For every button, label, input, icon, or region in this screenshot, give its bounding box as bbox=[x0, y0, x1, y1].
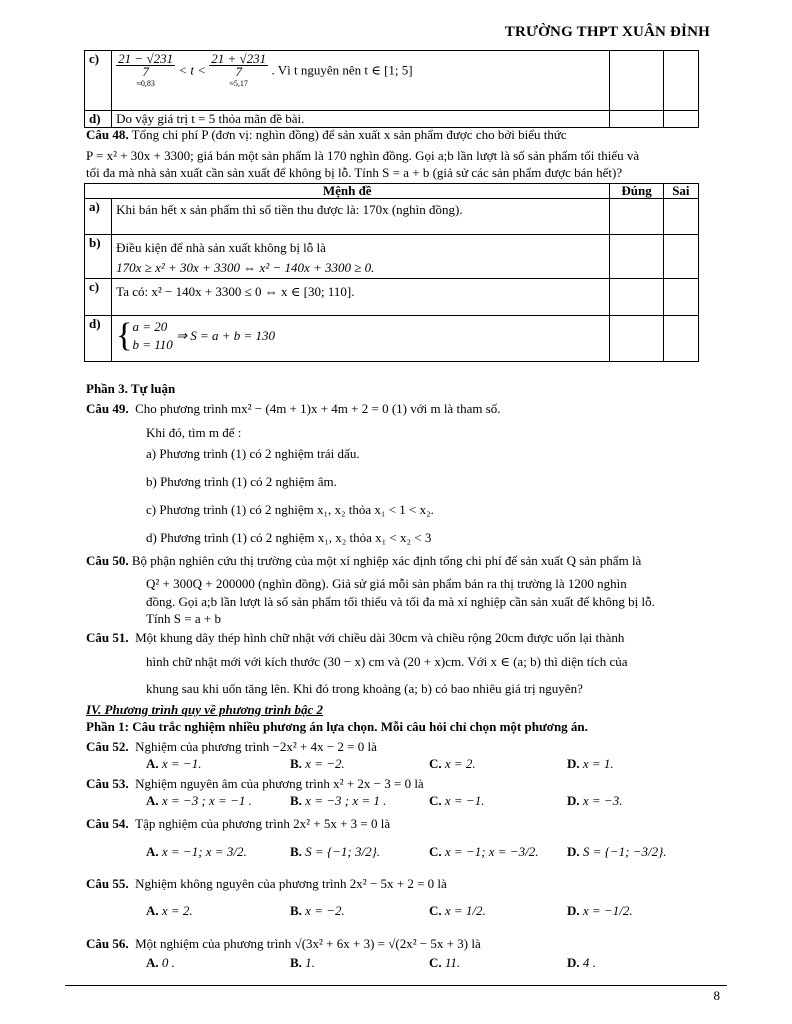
q54-option-d[interactable] bbox=[567, 844, 667, 860]
option-letter: D. bbox=[567, 756, 580, 771]
system-line: b = 110 bbox=[132, 337, 173, 352]
q56-stem bbox=[86, 936, 696, 952]
q53-stem bbox=[86, 776, 696, 792]
row-label: c) bbox=[85, 279, 112, 316]
row-result: ⇒ S = a + b = 130 bbox=[176, 328, 276, 343]
table-row bbox=[85, 51, 699, 111]
q49-item-b: b) Phương trình (1) có 2 nghiệm âm. bbox=[146, 474, 337, 489]
q52-stem bbox=[86, 739, 696, 755]
numerator: 21 + √231 bbox=[211, 51, 267, 66]
question-number: Câu 53. bbox=[86, 776, 129, 791]
q53-option-b[interactable] bbox=[290, 793, 386, 809]
option-text: 0 . bbox=[161, 955, 175, 970]
question-number: Câu 54. bbox=[86, 816, 129, 831]
option-text: x = −1/2. bbox=[582, 903, 633, 918]
option-letter: A. bbox=[146, 793, 159, 808]
option-letter: B. bbox=[290, 955, 302, 970]
true-cell[interactable] bbox=[610, 316, 663, 362]
option-text: x = 1/2. bbox=[444, 903, 486, 918]
header-true: Đúng bbox=[610, 184, 663, 199]
row-text: Ta có: x² − 140x + 3300 ≤ 0 ⇔ x ∈ [30; 110]. bbox=[112, 279, 610, 316]
option-text: 4 . bbox=[582, 955, 596, 970]
option-text: x = −1; x = 3/2. bbox=[161, 844, 247, 859]
row-equation: 170x ≥ x² + 30x + 3300 ⇔ x² − 140x + 3300 ≥ 0. bbox=[116, 260, 375, 275]
q55-option-a[interactable] bbox=[146, 903, 193, 919]
question-number: Câu 56. bbox=[86, 936, 129, 951]
inequality-middle: < t < bbox=[178, 62, 207, 78]
question-text: Bộ phận nghiên cứu thị trường của một xí nghiệp xác định tổng chi phí để sản xuất Q sản phẩm là bbox=[131, 553, 642, 568]
true-cell[interactable] bbox=[610, 235, 663, 279]
question-text: Nghiệm của phương trình −2x² + 4x − 2 = 0 là bbox=[135, 739, 377, 754]
q54-stem bbox=[86, 816, 696, 832]
q49-item-a: a) Phương trình (1) có 2 nghiệm trái dấu. bbox=[146, 446, 360, 461]
q51-line1 bbox=[86, 630, 696, 646]
option-text: 11. bbox=[444, 955, 461, 970]
question-text: Nghiệm nguyên âm của phương trình x² + 2x − 3 = 0 là bbox=[135, 776, 424, 791]
row-content bbox=[112, 316, 610, 362]
option-text: x = −3 ; x = −1 . bbox=[161, 793, 252, 808]
numerator: 21 − √231 bbox=[118, 51, 174, 66]
system bbox=[133, 318, 173, 354]
table-row bbox=[85, 279, 699, 316]
true-cell[interactable] bbox=[610, 111, 663, 128]
option-text: x = −3. bbox=[582, 793, 623, 808]
q55-option-b[interactable] bbox=[290, 903, 345, 919]
q49-intro: Khi đó, tìm m để : bbox=[146, 425, 242, 440]
option-text: x = −1. bbox=[444, 793, 485, 808]
q51-line3: khung sau khi uốn tăng lên. Khi đó trong khoảng (a; b) có bao nhiêu giá trị nguyên? bbox=[146, 681, 583, 696]
question-text: Tập nghiệm của phương trình 2x² + 5x + 3 = 0 là bbox=[135, 816, 391, 831]
true-cell[interactable] bbox=[610, 51, 663, 111]
question-number: Câu 51. bbox=[86, 630, 129, 645]
header-statement: Mệnh đề bbox=[85, 184, 610, 199]
q48-line1 bbox=[86, 127, 696, 143]
option-text: x = −1; x = −3/2. bbox=[444, 844, 539, 859]
row-content bbox=[112, 51, 610, 111]
q56-option-d[interactable] bbox=[567, 955, 596, 971]
footer-divider bbox=[65, 985, 727, 986]
question-text: Cho phương trình mx² − (4m + 1)x + 4m + 2 = 0 (1) với m là tham số. bbox=[135, 401, 501, 416]
question-text: Tổng chi phí P (đơn vị: nghìn đồng) để sản xuất x sản phẩm được cho bởi biểu thức bbox=[131, 127, 567, 142]
table-row bbox=[85, 316, 699, 362]
option-letter: D. bbox=[567, 955, 580, 970]
option-letter: B. bbox=[290, 844, 302, 859]
section4-part1: Phần 1: Câu trắc nghiệm nhiều phương án lựa chọn. Mỗi câu hỏi chỉ chọn một phương án. bbox=[86, 719, 588, 734]
row-text: Điều kiện để nhà sản xuất không bị lỗ là bbox=[116, 240, 326, 255]
table-header-row bbox=[85, 184, 699, 199]
option-text: x = −1. bbox=[161, 756, 202, 771]
q55-stem bbox=[86, 876, 696, 892]
row-label: b) bbox=[85, 235, 112, 279]
q51-line2: hình chữ nhật mới với kích thước (30 − x) cm và (20 + x)cm. Với x ∈ (a; b) thì diện tích của bbox=[146, 654, 628, 669]
q54-option-c[interactable] bbox=[429, 844, 538, 860]
row-label: d) bbox=[85, 316, 112, 362]
true-false-table-47 bbox=[84, 50, 699, 128]
q49-item-d: d) Phương trình (1) có 2 nghiệm x₁, x₂ thỏa x₁ < x₂ < 3 bbox=[146, 530, 432, 545]
question-text: Nghiệm không nguyên của phương trình 2x² − 5x + 2 = 0 là bbox=[135, 876, 447, 891]
row-content bbox=[112, 235, 610, 279]
option-letter: D. bbox=[567, 844, 580, 859]
q50-line4: Tính S = a + b bbox=[146, 611, 221, 626]
option-letter: B. bbox=[290, 903, 302, 918]
row-label: d) bbox=[85, 111, 112, 128]
q56-option-a[interactable] bbox=[146, 955, 175, 971]
section4-title: IV. Phương trình quy về phương trình bậc 2 bbox=[86, 702, 323, 717]
option-text: S = {−1; −3/2}. bbox=[582, 844, 667, 859]
q49-line bbox=[86, 401, 696, 417]
q50-line2: Q² + 300Q + 200000 (nghìn đồng). Giả sử giá mỗi sản phẩm bán ra thị trường là 1200 nghìn bbox=[146, 576, 627, 591]
true-cell[interactable] bbox=[610, 199, 663, 235]
q48-line3: tối đa mà nhà sản xuất cần sản xuất để không bị lỗ. Tính S = a + b (giả sử các sản phẩm được bán hết)? bbox=[86, 165, 623, 180]
option-letter: A. bbox=[146, 844, 159, 859]
part3-title: Phần 3. Tự luận bbox=[86, 381, 176, 396]
q48-line2: P = x² + 30x + 3300; giá bán một sản phẩm là 170 nghìn đồng. Gọi a;b lần lượt là số sản phẩm tối thiểu và bbox=[86, 148, 640, 163]
option-text: x = −2. bbox=[305, 903, 345, 918]
q53-option-d[interactable] bbox=[567, 793, 622, 809]
option-letter: B. bbox=[290, 793, 302, 808]
option-text: x = 2. bbox=[444, 756, 476, 771]
option-letter: B. bbox=[290, 756, 302, 771]
question-text: Một nghiệm của phương trình √(3x² + 6x + 3) = √(2x² − 5x + 3) là bbox=[135, 936, 481, 951]
q56-option-b[interactable] bbox=[290, 955, 315, 971]
system-line: a = 20 bbox=[132, 319, 168, 334]
option-letter: A. bbox=[146, 955, 159, 970]
q49-item-c: c) Phương trình (1) có 2 nghiệm x₁, x₂ thỏa x₁ < 1 < x₂. bbox=[146, 502, 434, 517]
question-text: Một khung dây thép hình chữ nhật với chiều dài 30cm và chiều rộng 20cm được uốn lại thành bbox=[135, 630, 625, 645]
approx-label: ≈5,17 bbox=[229, 79, 248, 88]
row-label: c) bbox=[85, 51, 112, 111]
page-number: 8 bbox=[713, 988, 720, 1003]
q55-option-c[interactable] bbox=[429, 903, 486, 919]
option-text: x = 1. bbox=[582, 756, 614, 771]
denominator: 7 bbox=[235, 64, 242, 79]
q50-line3: đồng. Gọi a;b lần lượt là số sản phẩm tối thiểu và tối đa mà xí nghiệp cần sản xuất để không bị lỗ. bbox=[146, 594, 655, 609]
approx-label: ≈0,83 bbox=[136, 79, 155, 88]
denominator: 7 bbox=[142, 64, 149, 79]
question-number: Câu 55. bbox=[86, 876, 129, 891]
option-text: S = {−1; 3/2}. bbox=[305, 844, 381, 859]
question-number: Câu 48. bbox=[86, 127, 129, 142]
true-cell[interactable] bbox=[610, 279, 663, 316]
fraction-left bbox=[116, 53, 175, 90]
fraction-right bbox=[209, 53, 268, 90]
row-text: Khi bán hết x sản phẩm thì số tiền thu được là: 170x (nghìn đồng). bbox=[112, 199, 610, 235]
option-letter: A. bbox=[146, 903, 159, 918]
q53-option-c[interactable] bbox=[429, 793, 484, 809]
table-row bbox=[85, 199, 699, 235]
option-letter: A. bbox=[146, 756, 159, 771]
q53-option-a[interactable] bbox=[146, 793, 252, 809]
true-false-table-48 bbox=[84, 183, 699, 362]
question-number: Câu 49. bbox=[86, 401, 129, 416]
brace-symbol: { bbox=[116, 317, 133, 354]
table-row bbox=[85, 235, 699, 279]
option-letter: C. bbox=[429, 844, 442, 859]
q52-option-d[interactable] bbox=[567, 756, 614, 772]
row-text: Do vậy giá trị t = 5 thỏa mãn đề bài. bbox=[112, 111, 610, 128]
row-label: a) bbox=[85, 199, 112, 235]
q52-option-a[interactable] bbox=[146, 756, 201, 772]
option-letter: C. bbox=[429, 955, 442, 970]
q50-line1 bbox=[86, 553, 696, 569]
option-letter: C. bbox=[429, 903, 442, 918]
option-letter: C. bbox=[429, 756, 442, 771]
option-text: 1. bbox=[305, 955, 315, 970]
header-false: Sai bbox=[663, 184, 698, 199]
row-text: . Vì t nguyên nên t ∈ [1; 5] bbox=[271, 62, 413, 78]
q55-option-d[interactable] bbox=[567, 903, 633, 919]
q52-option-b[interactable] bbox=[290, 756, 345, 772]
false-cell[interactable] bbox=[663, 279, 698, 316]
table-row bbox=[85, 111, 699, 128]
q52-option-c[interactable] bbox=[429, 756, 476, 772]
option-text: x = −2. bbox=[305, 756, 345, 771]
option-letter: D. bbox=[567, 903, 580, 918]
false-cell[interactable] bbox=[663, 111, 698, 128]
question-number: Câu 50. bbox=[86, 553, 129, 568]
q54-option-a[interactable] bbox=[146, 844, 247, 860]
school-header: TRƯỜNG THPT XUÂN ĐỈNH bbox=[504, 24, 710, 40]
option-letter: C. bbox=[429, 793, 442, 808]
false-cell[interactable] bbox=[663, 51, 698, 111]
q54-option-b[interactable] bbox=[290, 844, 380, 860]
q56-option-c[interactable] bbox=[429, 955, 460, 971]
question-number: Câu 52. bbox=[86, 739, 129, 754]
option-text: x = −3 ; x = 1 . bbox=[305, 793, 387, 808]
false-cell[interactable] bbox=[663, 235, 698, 279]
option-text: x = 2. bbox=[161, 903, 193, 918]
option-letter: D. bbox=[567, 793, 580, 808]
false-cell[interactable] bbox=[663, 199, 698, 235]
false-cell[interactable] bbox=[663, 316, 698, 362]
